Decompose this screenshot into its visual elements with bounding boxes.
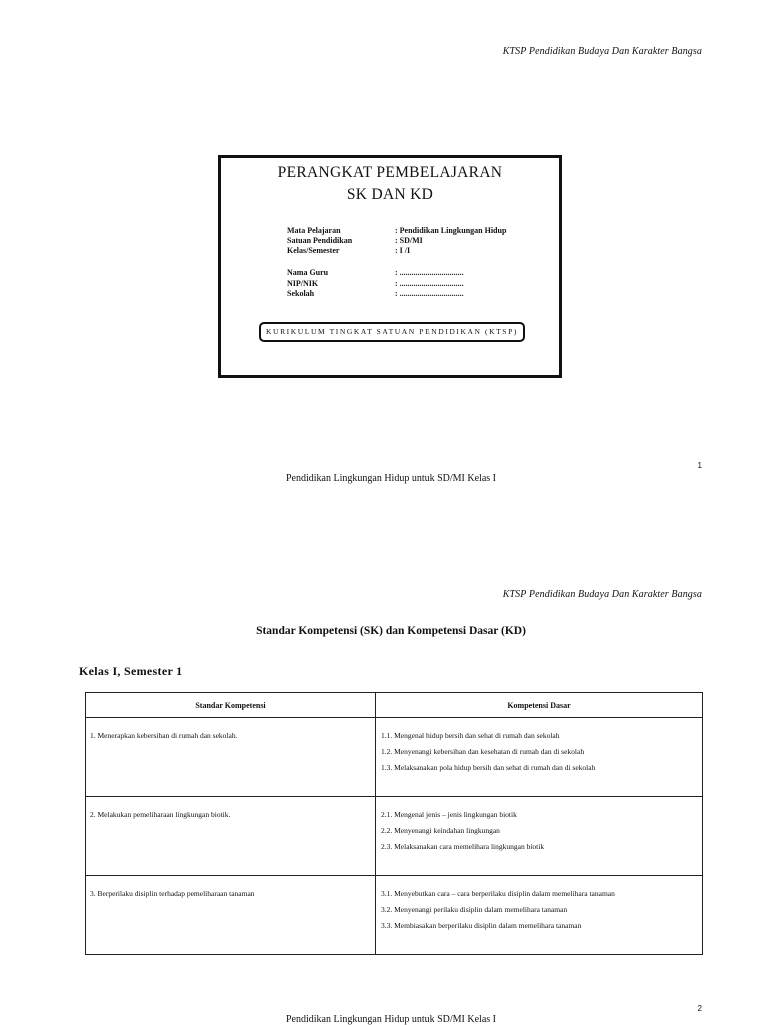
info-row-sekolah: Sekolah : ................................ [287, 289, 464, 298]
info-row-kelas-semester: Kelas/Semester : I /I [287, 246, 411, 255]
kd-cell [376, 718, 703, 797]
kd-item: 2.2. Menyenangi keindahan lingkungan [381, 826, 500, 835]
info-row-nama-guru: Nama Guru : ................................ [287, 268, 464, 277]
page1-footer: Pendidikan Lingkungan Hidup untuk SD/MI Kelas I [286, 473, 496, 484]
sk-cell: 1. Menerapkan kebersihan di rumah dan sekolah. [86, 718, 376, 797]
table-row [86, 797, 703, 876]
kd-cell [376, 797, 703, 876]
page1-number: 1 [697, 461, 702, 470]
page1-header: KTSP Pendidikan Budaya Dan Karakter Bangsa [502, 46, 702, 57]
table-row [86, 718, 703, 797]
info-row-satuan-pendidikan: Satuan Pendidikan : SD/MI [287, 236, 423, 245]
kd-item: 3.1. Menyebutkan cara – cara berperilaku disiplin dalam memelihara tanaman [381, 889, 615, 898]
info-row-nip-nik: NIP/NIK : ................................ [287, 279, 464, 288]
sk-cell: 2. Melakukan pemeliharaan lingkungan biotik. [86, 797, 376, 876]
page2-footer: Pendidikan Lingkungan Hidup untuk SD/MI Kelas I [286, 1014, 496, 1025]
header-kompetensi-dasar: Kompetensi Dasar [376, 693, 703, 718]
cover-title-line1: PERANGKAT PEMBELAJARAN [277, 164, 503, 181]
page2-header: KTSP Pendidikan Budaya Dan Karakter Bangsa [502, 589, 702, 600]
cover-title-line2: SK DAN KD [346, 186, 434, 203]
kd-item: 1.3. Melaksanakan pola hidup bersih dan sehat di rumah dan di sekolah [381, 763, 596, 772]
ktsp-label-box: KURIKULUM TINGKAT SATUAN PENDIDIKAN (KTSP) [259, 322, 525, 342]
table-header-row [86, 693, 703, 718]
info-row-mata-pelajaran: Mata Pelajaran : Pendidikan Lingkungan Hidup [287, 226, 507, 235]
kd-item: 2.1. Mengenal jenis – jenis lingkungan biotik [381, 810, 517, 819]
page2-number: 2 [697, 1004, 702, 1013]
kd-item: 1.1. Mengenal hidup bersih dan sehat di rumah dan sekolah [381, 731, 560, 740]
sk-cell: 3. Berperilaku disiplin terhadap pemeliharaan tanaman [86, 876, 376, 955]
page2-title: Standar Kompetensi (SK) dan Kompetensi Dasar (KD) [256, 625, 526, 637]
kd-item: 3.3. Membiasakan berperilaku disiplin dalam memelihara tanaman [381, 921, 582, 930]
kd-item: 3.2. Menyenangi perilaku disiplin dalam memelihara tanaman [381, 905, 568, 914]
kd-item: 1.2. Menyenangi kebersihan dan kesehatan di rumah dan di sekolah [381, 747, 585, 756]
cover-box [218, 155, 562, 378]
table-row [86, 876, 703, 955]
kd-cell [376, 876, 703, 955]
header-standar-kompetensi: Standar Kompetensi [86, 693, 376, 718]
kelas-semester-heading: Kelas I, Semester 1 [79, 664, 183, 678]
kd-item: 2.3. Melaksanakan cara memelihara lingkungan biotik [381, 842, 545, 851]
sk-kd-table [85, 692, 703, 955]
